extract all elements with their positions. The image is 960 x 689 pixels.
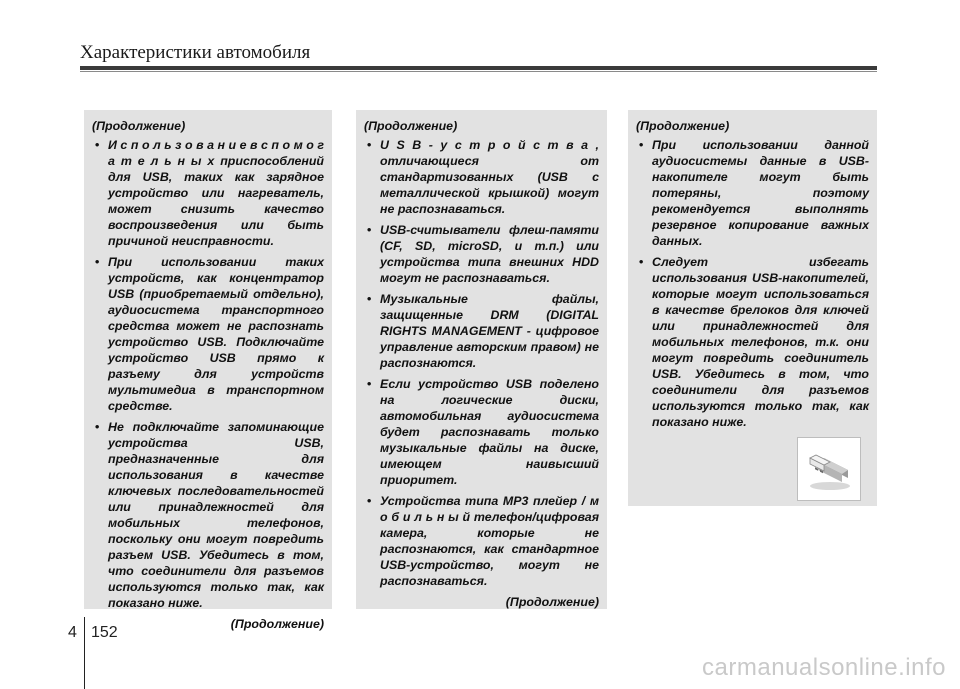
chapter-number: 4: [68, 624, 77, 641]
page-number: 152: [91, 624, 118, 641]
bullet-list: [92, 137, 324, 611]
list-item: • При использовании таких устройств, как концентратор USB (приобретаемый отдельно), аудиосистема транспортного средства может не распознать устройство USB. Подключайте устройство USB прямо к разъему для устройств мультимедиа в транспортном средстве.: [92, 254, 324, 414]
header-rule: [80, 66, 877, 70]
list-item: • Если устройство USB поделено на логические диски, автомобильная аудиосистема будет распознавать только музыкальные файлы на диске, имеющем наивысший приоритет.: [364, 376, 599, 488]
list-item: • USB-считыватели флеш-памяти (CF, SD, microSD, и т.п.) или устройства типа внешних HDD могут не распознаваться.: [364, 222, 599, 286]
list-item: • Следует избегать использования USB-накопителей, которые могут использоваться в качестве брелоков для ключей или принадлежностей для мобильных телефонов, т.к. они могут повредить соединитель USB. Убедитесь в том, что соединители для разъемов используются только так, как показано ниже.: [636, 254, 869, 430]
list-item: • При использовании данной аудиосистемы данные в USB-накопителе могут быть потеряны, поэтому рекомендуется выполнять резервное копирование важных данных.: [636, 137, 869, 249]
list-item: • Не подключайте запоминающие устройства USB, предназначенные для использования в качестве ключевых последовательностей или принадлежностей для мобильных телефонов, поскольку они могут повредить разъем USB. Убедитесь в том, что соединители для разъемов используются только так, как показано ниже.: [92, 419, 324, 611]
bullet-list: [364, 137, 599, 589]
usb-flash-drive-icon: [797, 437, 861, 501]
continued-footer: (Продолжение): [230, 617, 324, 631]
header-rule-thin: [80, 71, 877, 72]
continued-label: (Продолжение): [364, 119, 458, 133]
continued-footer: (Продолжение): [505, 595, 599, 609]
header-title: Характеристики автомобиля: [80, 42, 311, 63]
list-item: • U S B - у с т р о й с т в а , отличающиеся от стандартизованных (USB с металлической крышкой) могут не распознаваться.: [364, 137, 599, 217]
note-column-2: [356, 110, 607, 609]
page-divider: [84, 617, 85, 689]
watermark: carmanualsonline.info: [702, 654, 946, 681]
list-item: • И с п о л ь з о в а н и е в с п о м о г а т е л ь н ы х приспособлений для USB, таких как зарядное устройство или нагреватель, может снизить качество воспроизведения или быть причиной неисправности.: [92, 137, 324, 249]
continued-label: (Продолжение): [92, 119, 186, 133]
bullet-list: [636, 137, 869, 430]
note-column-1: [84, 110, 332, 631]
continued-label: (Продолжение): [636, 119, 730, 133]
list-item: • Устройства типа MP3 плейер / м о б и л ь н ы й телефон/цифровая камера, которые не распознаются, как стандартное USB-устройство, могут не распознаваться.: [364, 493, 599, 589]
list-item: • Музыкальные файлы, защищенные DRM (DIGITAL RIGHTS MANAGEMENT - цифровое управление авторским правом) не распознаются.: [364, 291, 599, 371]
